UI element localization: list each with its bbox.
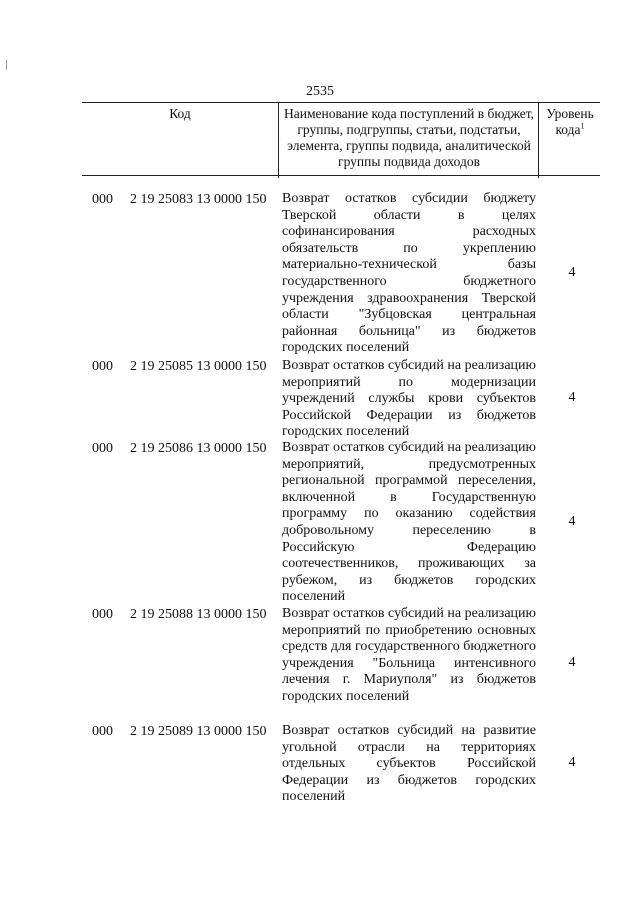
admin-code: 000 (92, 441, 113, 456)
code-level: 4 (568, 755, 576, 770)
table-row (82, 358, 600, 442)
revenue-code: 2 19 25089 13 0000 150 (130, 724, 267, 739)
header-name (278, 103, 539, 178)
header-name-text: Наименование кода поступлений в бюджет, группы, подгруппы, статьи, подстатьи, элемента, группы подвида, аналитической группы подвида доходов (283, 106, 534, 169)
code-level: 4 (568, 390, 576, 405)
header-level-footnote: 1 (580, 121, 585, 131)
code-level: 4 (568, 265, 576, 280)
admin-code: 000 (92, 607, 113, 622)
revenue-description: Возврат остатков субсидии бюджету Тверской области в целях софинансирования расходных обязательств по укреплению материально-технической базы государственного бюджетного учреждения здравоохранения Тверской области "Зубцовская центральная районная больница" из бюджетов городских поселений (282, 191, 536, 356)
table-row (82, 440, 600, 608)
revenue-code: 2 19 25083 13 0000 150 (130, 192, 267, 207)
admin-code: 000 (92, 192, 113, 207)
code-level: 4 (568, 514, 576, 529)
revenue-description: Возврат остатков субсидий на реализацию мероприятий по приобретению основных средств для государственного бюджетного учреждения "Больница интенсивного лечения г. Мариуполя" из бюджетов городских поселений (282, 606, 536, 704)
page-number: 2535 (306, 84, 334, 99)
header-level (538, 103, 601, 178)
table-row (82, 723, 600, 809)
header-code: Код (169, 106, 191, 121)
revenue-code: 2 19 25088 13 0000 150 (130, 607, 267, 622)
table-row (82, 606, 600, 724)
table-row (82, 191, 600, 357)
scan-edge-mark (6, 60, 7, 70)
revenue-code: 2 19 25086 13 0000 150 (130, 441, 267, 456)
table-header (82, 102, 600, 176)
revenue-code: 2 19 25085 13 0000 150 (130, 359, 267, 374)
revenue-description: Возврат остатков субсидий на развитие угольной отрасли на территориях отдельных субъектов Российской Федерации из бюджетов городских поселений (282, 723, 536, 805)
revenue-description: Возврат остатков субсидий на реализацию мероприятий, предусмотренных региональной программой переселения, включенной в Государственную программу по оказанию содействия добровольному переселению в Российскую Федерацию соотечественников, проживающих за рубежом, из бюджетов городских поселений (282, 440, 536, 605)
admin-code: 000 (92, 724, 113, 739)
revenue-description: Возврат остатков субсидий на реализацию мероприятий по модернизации учреждений службы крови субъектов Российской Федерации из бюджетов городских поселений (282, 358, 536, 440)
admin-code: 000 (92, 359, 113, 374)
code-level: 4 (568, 655, 576, 670)
header-level-text: Уровень кода (546, 106, 594, 137)
